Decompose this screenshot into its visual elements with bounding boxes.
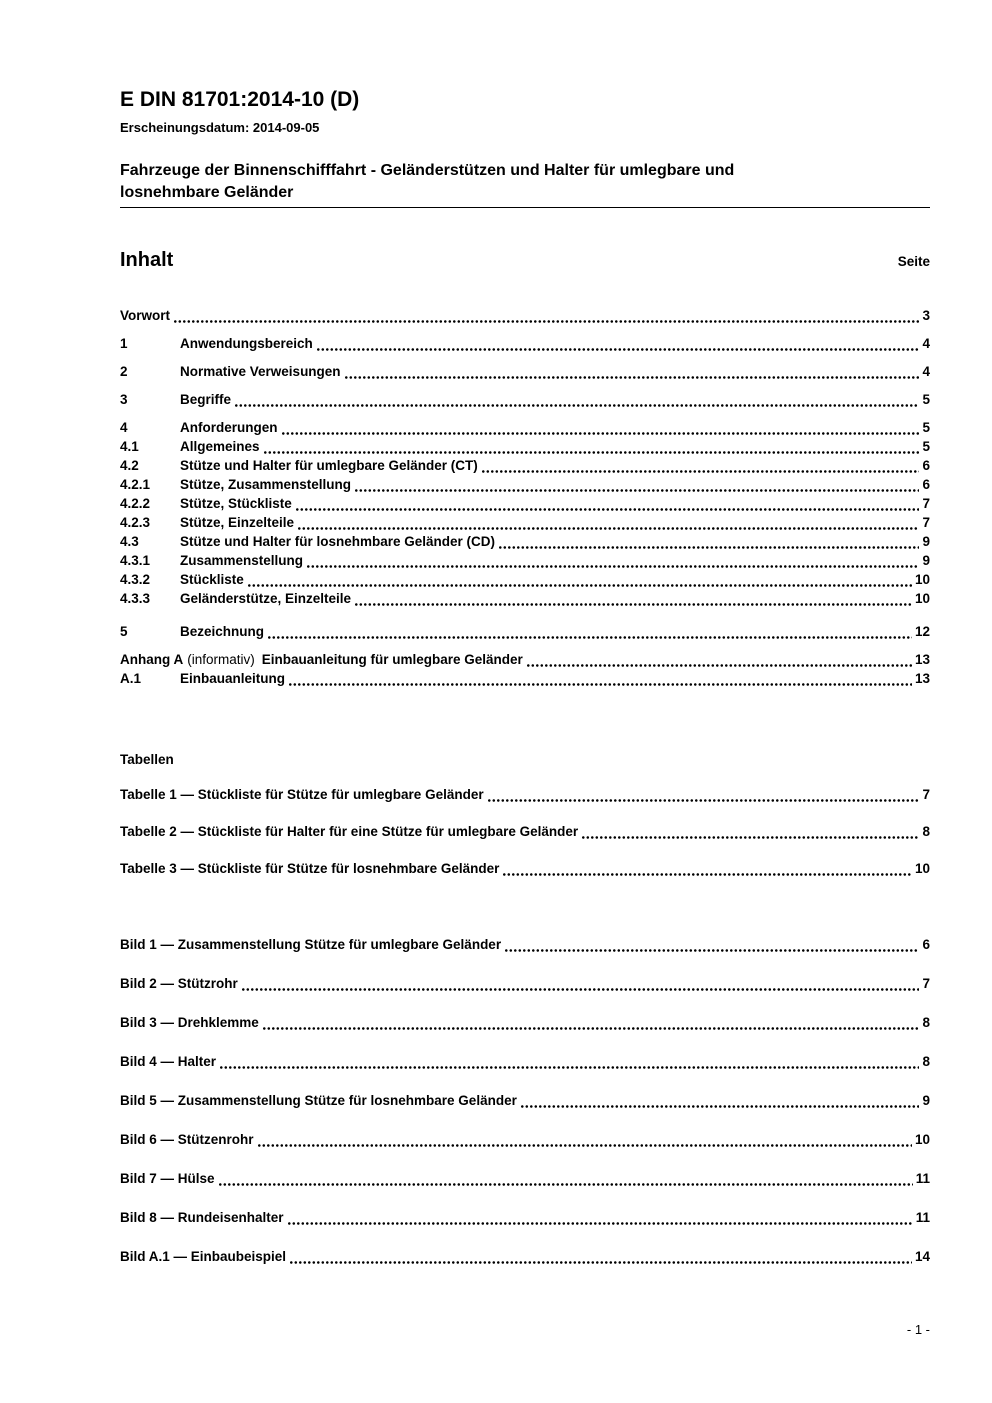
toc-entry-page: 11 xyxy=(915,1210,930,1225)
toc-entry-label: Vorwort xyxy=(120,308,170,323)
toc-entry-page: 6 xyxy=(922,458,930,473)
dotted-leader xyxy=(220,1066,919,1069)
dotted-leader xyxy=(264,451,920,454)
toc-entry-label: Tabelle 2 — Stückliste für Halter für eine Stütze für umlegbare Geländer xyxy=(120,824,579,839)
annex-note: (informativ) xyxy=(187,652,255,667)
toc-entry xyxy=(120,418,930,437)
toc-entry-page: 12 xyxy=(914,624,930,639)
dotted-leader xyxy=(307,565,919,568)
table-toc-list xyxy=(120,785,930,878)
toc-entry-label: Zusammenstellung xyxy=(180,553,304,568)
toc-entry-label: Stütze und Halter für umlegbare Geländer (CT) xyxy=(180,458,478,473)
toc-entry-number: 4.2.2 xyxy=(120,496,151,511)
annex-prefix: Anhang A xyxy=(120,652,184,667)
dotted-leader xyxy=(521,1105,920,1108)
toc-entry-label: Bild 3 — Drehklemme xyxy=(120,1015,259,1030)
dotted-leader xyxy=(263,1027,920,1030)
toc-entry-label: Bild 1 — Zusammenstellung Stütze für umlegbare Geländer xyxy=(120,937,502,952)
toc-entry-label: Einbauanleitung xyxy=(180,671,286,686)
toc-entry-number: 4 xyxy=(120,420,128,435)
toc-entry-label: Stütze, Zusammenstellung xyxy=(180,477,352,492)
figure-toc-entry xyxy=(120,1052,930,1071)
toc-entry-page: 9 xyxy=(922,553,930,568)
figure-toc-entry xyxy=(120,1169,930,1188)
table-toc-entry xyxy=(120,822,930,841)
document-title-line1: Fahrzeuge der Binnenschifffahrt - Geländerstützen und Halter für umlegbare und xyxy=(120,162,735,179)
dotted-leader xyxy=(355,489,919,492)
toc-entry-number: 4.1 xyxy=(120,439,139,454)
toc-entry-label: Allgemeines xyxy=(180,439,260,454)
toc-entry-label: Stütze, Stückliste xyxy=(180,496,292,511)
toc-entry-page: 5 xyxy=(922,392,930,407)
dotted-leader xyxy=(317,348,920,351)
toc-entry xyxy=(120,532,930,551)
toc-entry xyxy=(120,437,930,456)
tables-heading: Tabellen xyxy=(120,752,174,767)
dotted-leader xyxy=(242,988,920,991)
toc-entry xyxy=(120,456,930,475)
toc-entry-page: 7 xyxy=(922,787,930,802)
toc-entry xyxy=(120,570,930,589)
toc-entry-page: 7 xyxy=(922,515,930,530)
dotted-leader xyxy=(527,664,912,667)
toc-entry-number: 4.2 xyxy=(120,458,139,473)
toc-entry xyxy=(120,475,930,494)
toc-entry-page: 7 xyxy=(922,496,930,511)
toc-entry-page: 10 xyxy=(914,861,930,876)
toc-entry-label: Normative Verweisungen xyxy=(180,364,341,379)
toc-entry-label: Anwendungsbereich xyxy=(180,336,313,351)
toc-entry-number: 1 xyxy=(120,336,128,351)
figure-toc-entry xyxy=(120,935,930,954)
toc-entry-page: 8 xyxy=(922,1054,930,1069)
toc-entry-label: Bild 2 — Stützrohr xyxy=(120,976,238,991)
toc-entry-page: 10 xyxy=(914,572,930,587)
toc-entry-number: 4.3 xyxy=(120,534,139,549)
toc-entry-label xyxy=(120,650,523,669)
publish-date: Erscheinungsdatum: 2014-09-05 xyxy=(120,120,320,135)
dotted-leader xyxy=(282,432,920,435)
toc-entry-label: Bild 6 — Stützenrohr xyxy=(120,1132,254,1147)
toc-entry-label: Geländerstütze, Einzelteile xyxy=(180,591,352,606)
title-divider xyxy=(120,207,930,208)
toc-entry-page: 9 xyxy=(922,1093,930,1108)
toc-entry-number: 4.2.1 xyxy=(120,477,151,492)
figure-toc-entry xyxy=(120,1091,930,1110)
toc-entry-page: 13 xyxy=(914,671,930,686)
document-title xyxy=(120,160,930,204)
toc-entry-page: 6 xyxy=(922,477,930,492)
dotted-leader xyxy=(482,470,920,473)
figure-toc-entry xyxy=(120,1247,930,1266)
toc-entry-page: 9 xyxy=(922,534,930,549)
toc-entry-label: Bild 7 — Hülse xyxy=(120,1171,215,1186)
dotted-leader xyxy=(290,1261,912,1264)
toc-entry xyxy=(120,306,930,325)
toc-entry-page: 4 xyxy=(922,336,930,351)
toc-entry-label: Stütze, Einzelteile xyxy=(180,515,295,530)
dotted-leader xyxy=(288,1222,913,1225)
figure-toc-list xyxy=(120,935,930,1266)
figure-toc-entry xyxy=(120,1130,930,1149)
toc-entry-list xyxy=(120,306,930,688)
toc-entry-page: 4 xyxy=(922,364,930,379)
page-number: - 1 - xyxy=(906,1322,930,1337)
figure-toc-entry xyxy=(120,1013,930,1032)
figure-toc-entry xyxy=(120,974,930,993)
toc-entry-label: Stückliste xyxy=(180,572,244,587)
toc-entry-number: 4.3.3 xyxy=(120,591,151,606)
dotted-leader xyxy=(488,799,920,802)
toc-entry-label: Tabelle 3 — Stückliste für Stütze für losnehmbare Geländer xyxy=(120,861,500,876)
toc-entry xyxy=(120,669,930,688)
toc-entry xyxy=(120,589,930,608)
toc-entry-number: 2 xyxy=(120,364,128,379)
table-toc-entry xyxy=(120,859,930,878)
dotted-leader xyxy=(298,527,919,530)
document-number: E DIN 81701:2014-10 (D) xyxy=(120,88,360,111)
toc-entry-label: Bezeichnung xyxy=(180,624,265,639)
dotted-leader xyxy=(235,404,919,407)
toc-entry-label: Begriffe xyxy=(180,392,232,407)
toc-entry xyxy=(120,390,930,409)
toc-entry xyxy=(120,650,930,669)
toc-entry-page: 11 xyxy=(915,1171,930,1186)
toc-entry-page: 7 xyxy=(922,976,930,991)
toc-entry-label: Bild 4 — Halter xyxy=(120,1054,217,1069)
toc-entry-page: 6 xyxy=(922,937,930,952)
dotted-leader xyxy=(296,508,920,511)
toc-page-column-label: Seite xyxy=(897,254,930,269)
toc-entry-page: 14 xyxy=(914,1249,930,1264)
dotted-leader xyxy=(503,873,912,876)
toc-entry-page: 3 xyxy=(922,308,930,323)
toc-entry-label: Stütze und Halter für losnehmbare Geländer (CD) xyxy=(180,534,496,549)
toc-entry-page: 13 xyxy=(914,652,930,667)
toc-entry-label: Anforderungen xyxy=(180,420,278,435)
toc-entry xyxy=(120,622,930,641)
toc-entry xyxy=(120,551,930,570)
toc-entry-number: 5 xyxy=(120,624,128,639)
toc-entry-page: 10 xyxy=(914,1132,930,1147)
toc-entry-number: A.1 xyxy=(120,671,142,686)
dotted-leader xyxy=(345,376,920,379)
toc-entry-page: 10 xyxy=(914,591,930,606)
figure-toc-entry xyxy=(120,1208,930,1227)
toc-entry-page: 8 xyxy=(922,1015,930,1030)
toc-entry-number: 4.3.2 xyxy=(120,572,151,587)
dotted-leader xyxy=(289,683,912,686)
toc-entry-number: 4.3.1 xyxy=(120,553,151,568)
dotted-leader xyxy=(219,1183,913,1186)
toc-entry-label: Tabelle 1 — Stückliste für Stütze für umlegbare Geländer xyxy=(120,787,484,802)
dotted-leader xyxy=(174,320,919,323)
toc-entry-page: 5 xyxy=(922,420,930,435)
annex-title: Einbauanleitung für umlegbare Geländer xyxy=(261,652,523,667)
toc-entry-page: 5 xyxy=(922,439,930,454)
dotted-leader xyxy=(582,836,919,839)
toc-entry-page: 8 xyxy=(922,824,930,839)
toc-entry xyxy=(120,334,930,353)
toc-entry-label: Bild 5 — Zusammenstellung Stütze für losnehmbare Geländer xyxy=(120,1093,517,1108)
toc-entry xyxy=(120,513,930,532)
table-toc-entry xyxy=(120,785,930,804)
dotted-leader xyxy=(499,546,919,549)
dotted-leader xyxy=(258,1144,912,1147)
dotted-leader xyxy=(505,949,919,952)
toc-heading: Inhalt xyxy=(120,249,174,271)
dotted-leader xyxy=(248,584,912,587)
dotted-leader xyxy=(355,603,912,606)
toc-entry-number: 4.2.3 xyxy=(120,515,151,530)
dotted-leader xyxy=(268,636,912,639)
toc-entry xyxy=(120,362,930,381)
toc-entry-number: 3 xyxy=(120,392,128,407)
toc-entry-label: Bild A.1 — Einbaubeispiel xyxy=(120,1249,287,1264)
toc-entry-label: Bild 8 — Rundeisenhalter xyxy=(120,1210,284,1225)
toc-entry xyxy=(120,494,930,513)
toc-header xyxy=(120,248,930,272)
document-title-line2: losnehmbare Geländer xyxy=(120,184,294,201)
